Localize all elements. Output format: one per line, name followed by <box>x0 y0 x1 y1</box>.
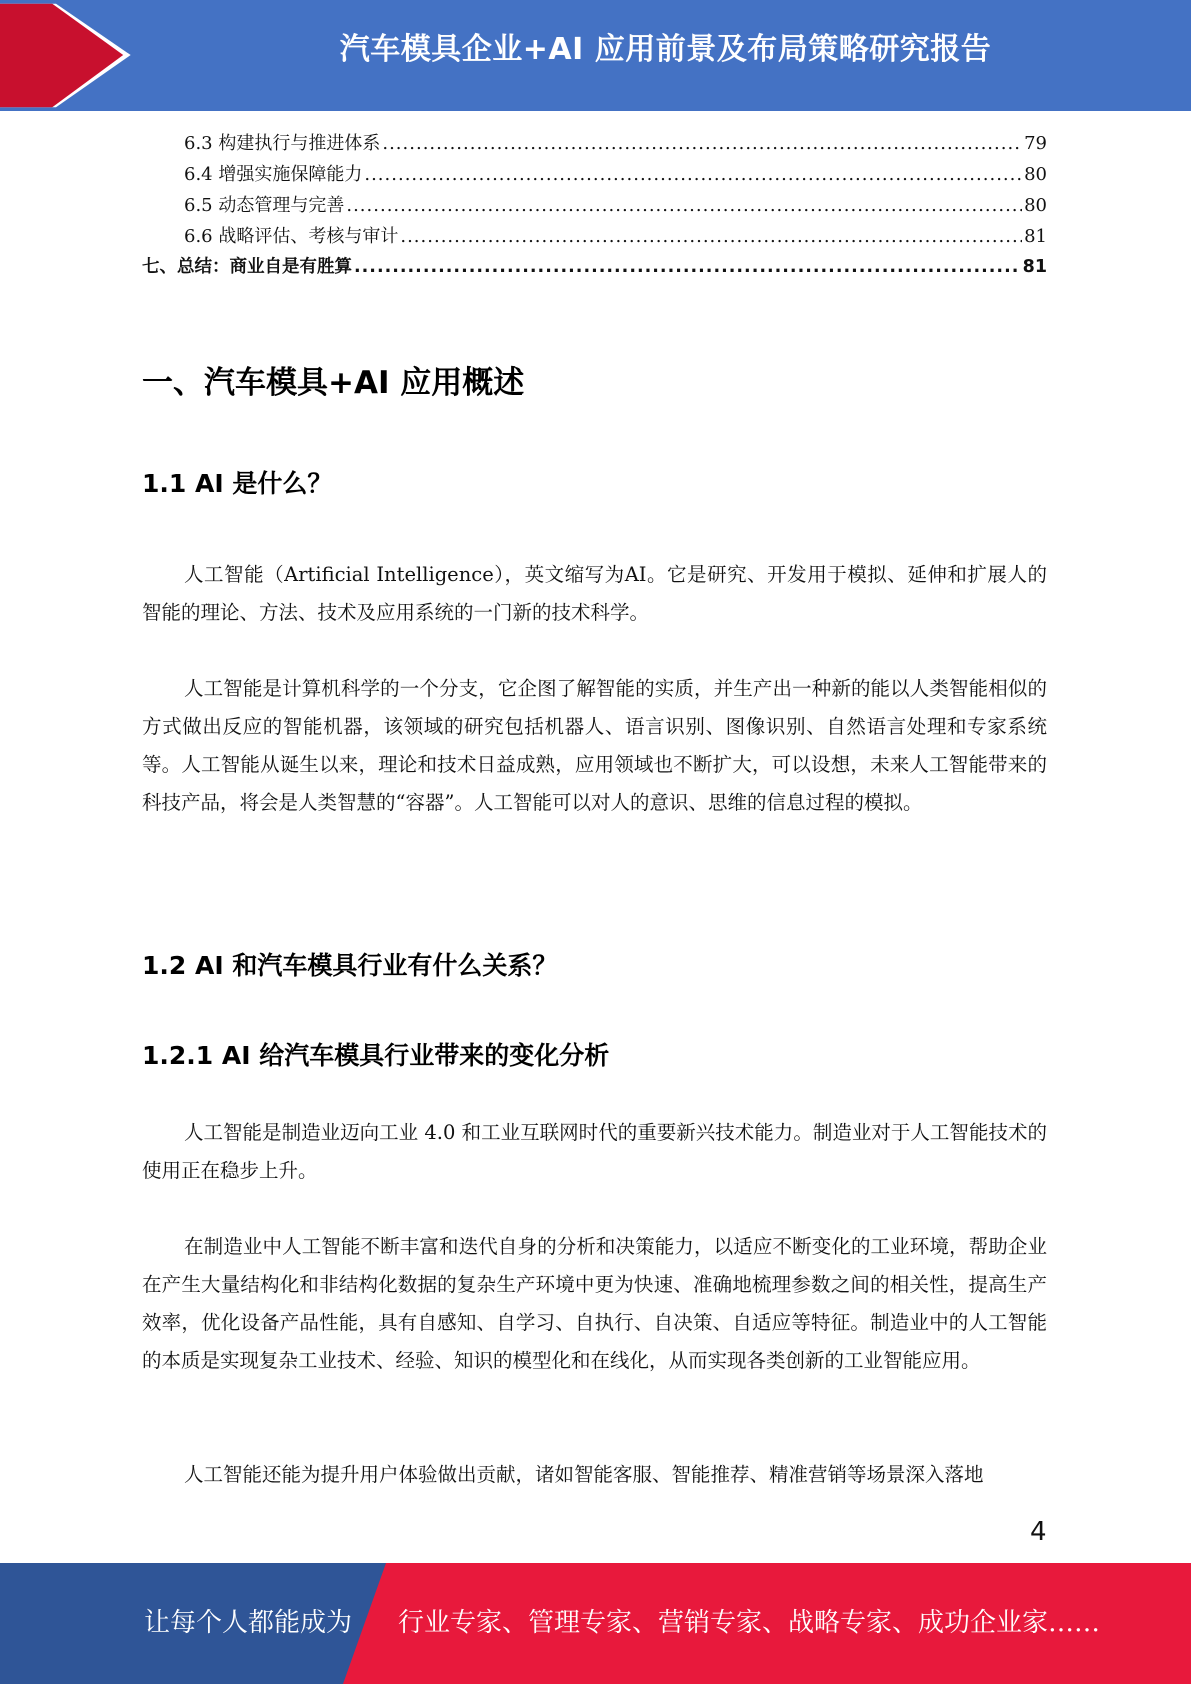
toc-dot-leader <box>346 190 1022 221</box>
table-of-contents <box>142 128 1047 283</box>
toc-entry-chapter-7[interactable] <box>142 252 1047 283</box>
toc-entry-6-4[interactable] <box>142 159 1047 190</box>
toc-entry-text: 6.3 构建执行与推进体系 <box>184 133 381 154</box>
toc-entry-text: 6.6 战略评估、考核与审计 <box>184 226 399 247</box>
section-heading-1-2-1: 1.2.1 AI 给汽车模具行业带来的变化分析 <box>142 1041 610 1070</box>
toc-dot-leader <box>382 128 1022 159</box>
paragraph-ai-definition: 人工智能（Artificial Intelligence），英文缩写为AI。它是研究、开发用于模拟、延伸和扩展人的智能的理论、方法、技术及应用系统的一门新的技术科学。 <box>142 563 1047 624</box>
paragraph-industry-4: 人工智能是制造业迈向工业 4.0 和工业互联网时代的重要新兴技术能力。制造业对于人工智能技术的使用正在稳步上升。 <box>142 1121 1047 1182</box>
page-header <box>0 0 1191 111</box>
page-footer <box>0 1563 1191 1684</box>
toc-entry-text: 6.4 增强实施保障能力 <box>184 164 363 185</box>
toc-page-number: 80 <box>1024 195 1047 216</box>
toc-page-number: 79 <box>1024 133 1047 154</box>
toc-entry-6-3[interactable] <box>142 128 1047 159</box>
toc-page-number: 81 <box>1024 226 1047 247</box>
footer-slogan-left: 让每个人都能成为 <box>144 1608 353 1638</box>
toc-dot-leader <box>400 221 1022 252</box>
page-number: 4 <box>1030 1517 1047 1547</box>
toc-entry-6-5[interactable] <box>142 190 1047 221</box>
toc-entry-text: 6.5 动态管理与完善 <box>184 195 345 216</box>
section-heading-1-1: 1.1 AI 是什么？ <box>142 469 333 498</box>
footer-slogan-right: 行业专家、管理专家、营销专家、战略专家、成功企业家…… <box>398 1608 1101 1638</box>
toc-entry-6-6[interactable] <box>142 221 1047 252</box>
toc-entry-text: 七、总结：商业自是有胜算 <box>142 257 352 277</box>
toc-page-number: 80 <box>1024 164 1047 185</box>
section-heading-1-2: 1.2 AI 和汽车模具行业有什么关系？ <box>142 951 558 980</box>
paragraph-ai-branch: 人工智能是计算机科学的一个分支，它企图了解智能的实质，并生产出一种新的能以人类智能相似的方式做出反应的智能机器，该领域的研究包括机器人、语言识别、图像识别、自然语言处理和专家系统等。人工智能从诞生以来，理论和技术日益成熟，应用领域也不断扩大，可以设想，未来人工智能带来的科技产品，将会是人类智慧的“容器”。人工智能可以对人的意识、思维的信息过程的模拟。 <box>142 677 1047 814</box>
header-red-arrow-decoration <box>0 0 140 111</box>
toc-dot-leader <box>364 159 1022 190</box>
report-title: 汽车模具企业+AI 应用前景及布局策略研究报告 <box>339 32 992 67</box>
chapter-heading: 一、汽车模具+AI 应用概述 <box>142 365 525 401</box>
paragraph-manufacturing-ai: 在制造业中人工智能不断丰富和迭代自身的分析和决策能力，以适应不断变化的工业环境，帮助企业在产生大量结构化和非结构化数据的复杂生产环境中更为快速、准确地梳理参数之间的相关性，提高生产效率，优化设备产品性能，具有自感知、自学习、自执行、自决策、自适应等特征。制造业中的人工智能的本质是实现复杂工业技术、经验、知识的模型化和在线化，从而实现各类创新的工业智能应用。 <box>142 1235 1047 1372</box>
toc-dot-leader <box>354 252 1021 283</box>
paragraph-user-experience: 人工智能还能为提升用户体验做出贡献，诸如智能客服、智能推荐、精准营销等场景深入落地 <box>184 1463 984 1486</box>
toc-page-number: 81 <box>1022 257 1047 277</box>
